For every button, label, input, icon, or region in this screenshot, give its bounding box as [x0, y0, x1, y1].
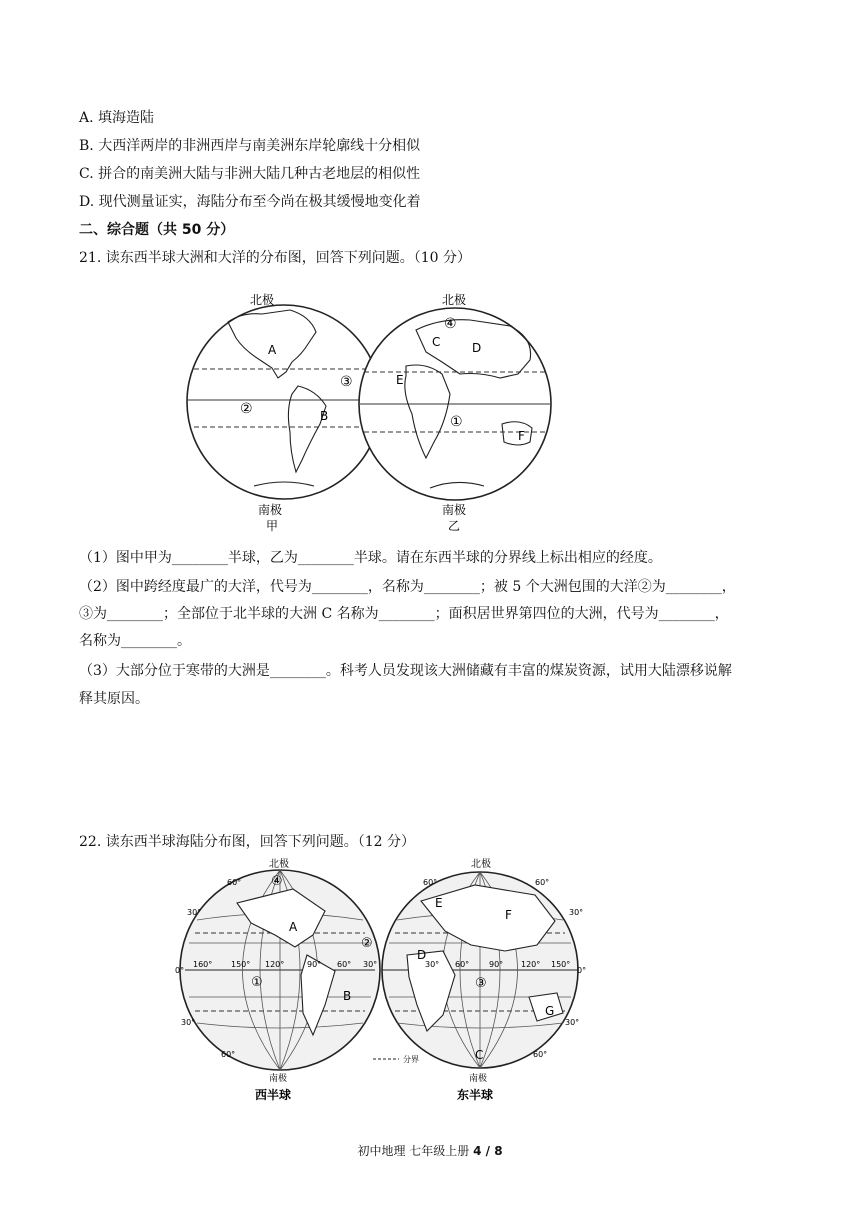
q21-left-name: 甲 [266, 519, 279, 532]
q22-west-pole-s: 南极 [269, 1074, 288, 1084]
q22-ocean-4: ④ [271, 874, 283, 889]
page-number: 4 / 8 [473, 1144, 503, 1158]
q22-west-lat60n: 60° [227, 878, 242, 887]
q21-part3-line2: 释其原因。 [79, 691, 149, 707]
option-c: C. 拼合的南美洲大陆与非洲大陆几种古老地层的相似性 [79, 166, 421, 182]
q22-label-b: B [343, 989, 352, 1003]
q21-stem: 21. 读东西半球大洲和大洋的分布图，回答下列问题。（10 分） [79, 250, 471, 266]
q21-label-f: F [518, 429, 525, 443]
q22-east-lon90: 90° [489, 960, 504, 969]
q22-label-a: A [289, 920, 298, 934]
page-footer [0, 1142, 860, 1159]
q22-label-e: E [435, 896, 443, 910]
q21-part2-line2: ③为________；全部位于北半球的大洲 C 名称为________；面积居世界第四位的大洲，代号为________， [79, 606, 729, 622]
q22-west-pole-n: 北极 [269, 859, 289, 870]
q22-west-lat0: 0° [175, 966, 185, 975]
q21-left-pole-s: 南极 [258, 503, 283, 517]
q21-right-pole-s: 南极 [442, 503, 467, 517]
q21-part1: （1）图中甲为________半球，乙为________半球。请在东西半球的分界线上标出相应的经度。 [79, 550, 662, 566]
q22-legend-label: 分界 [403, 1055, 419, 1064]
q21-left-globe [187, 292, 381, 532]
q21-hemisphere-map [180, 282, 560, 532]
q21-label-a: A [268, 343, 277, 357]
q22-east-lat60s: 60° [533, 1050, 548, 1059]
q22-east-name: 东半球 [457, 1088, 494, 1102]
q21-label-d: D [472, 341, 482, 355]
q22-west-lon120: 120° [265, 960, 285, 969]
q21-ocean-4: ④ [444, 316, 457, 332]
q22-east-lon60: 60° [455, 960, 470, 969]
q22-west-globe [175, 857, 380, 1102]
q22-east-lon30: 30° [425, 960, 440, 969]
q22-east-pole-n: 北极 [471, 859, 491, 870]
q22-east-lon120: 120° [521, 960, 541, 969]
q22-ocean-1: ① [251, 975, 263, 990]
q21-right-globe [359, 292, 551, 532]
q21-label-b: B [320, 409, 329, 423]
q21-left-pole-n: 北极 [250, 293, 275, 307]
q22-hemisphere-map [175, 855, 595, 1105]
q21-right-name: 乙 [448, 519, 461, 532]
footer-text: 初中地理 七年级上册 [357, 1144, 470, 1158]
q22-west-lon150: 150° [231, 960, 251, 969]
q22-ocean-2: ② [361, 936, 373, 951]
q22-east-lat30s: 30° [565, 1018, 580, 1027]
q22-east-globe [382, 857, 586, 1102]
option-d: D. 现代测量证实，海陆分布至今尚在极其缓慢地变化着 [79, 194, 421, 210]
q21-ocean-2: ② [240, 401, 253, 417]
q22-label-d: D [417, 948, 427, 962]
q21-ocean-1: ① [450, 414, 463, 430]
q22-ocean-3: ③ [475, 976, 487, 991]
q22-east-lat30n: 30° [569, 908, 584, 917]
q22-west-lat30s: 30° [181, 1018, 196, 1027]
q22-east-lat0: 0° [577, 966, 587, 975]
option-b: B. 大西洋两岸的非洲西岸与南美洲东岸轮廓线十分相似 [79, 138, 421, 154]
q21-label-e: E [396, 373, 404, 387]
q21-right-pole-n: 北极 [442, 293, 467, 307]
q21-ocean-3: ③ [340, 374, 353, 390]
q22-label-f: F [505, 908, 512, 922]
q22-stem: 22. 读东西半球海陆分布图，回答下列问题。（12 分） [79, 834, 415, 850]
q22-west-lon160: 160° [193, 960, 213, 969]
section-title: 二、综合题（共 50 分） [79, 222, 235, 238]
q22-label-c: C [475, 1048, 484, 1062]
q22-east-pole-s: 南极 [469, 1074, 488, 1084]
q22-west-lon60: 60° [337, 960, 352, 969]
q21-part3-line1: （3）大部分位于寒带的大洲是________。科考人员发现该大洲储藏有丰富的煤炭资源，试用大陆漂移说解 [79, 663, 732, 679]
q22-east-lat60n: 60° [423, 878, 438, 887]
q21-part2-line1: （2）图中跨经度最广的大洋，代号为________，名称为________；被 5 个大洲包围的大洋②为________， [79, 579, 736, 595]
q21-label-c: C [432, 335, 441, 349]
q22-west-lon90: 90° [307, 960, 322, 969]
q22-label-g: G [545, 1004, 555, 1018]
q22-west-lat60s: 60° [221, 1050, 236, 1059]
q22-east-lon150: 150° [551, 960, 571, 969]
q22-west-lat30n: 30° [187, 908, 202, 917]
q22-west-lon30: 30° [363, 960, 378, 969]
q22-west-name: 西半球 [255, 1088, 292, 1102]
q22-legend [373, 1054, 419, 1064]
option-a: A. 填海造陆 [79, 110, 155, 126]
q21-part2-line3: 名称为________。 [79, 633, 191, 649]
q22-east-lat60n-r: 60° [535, 878, 550, 887]
